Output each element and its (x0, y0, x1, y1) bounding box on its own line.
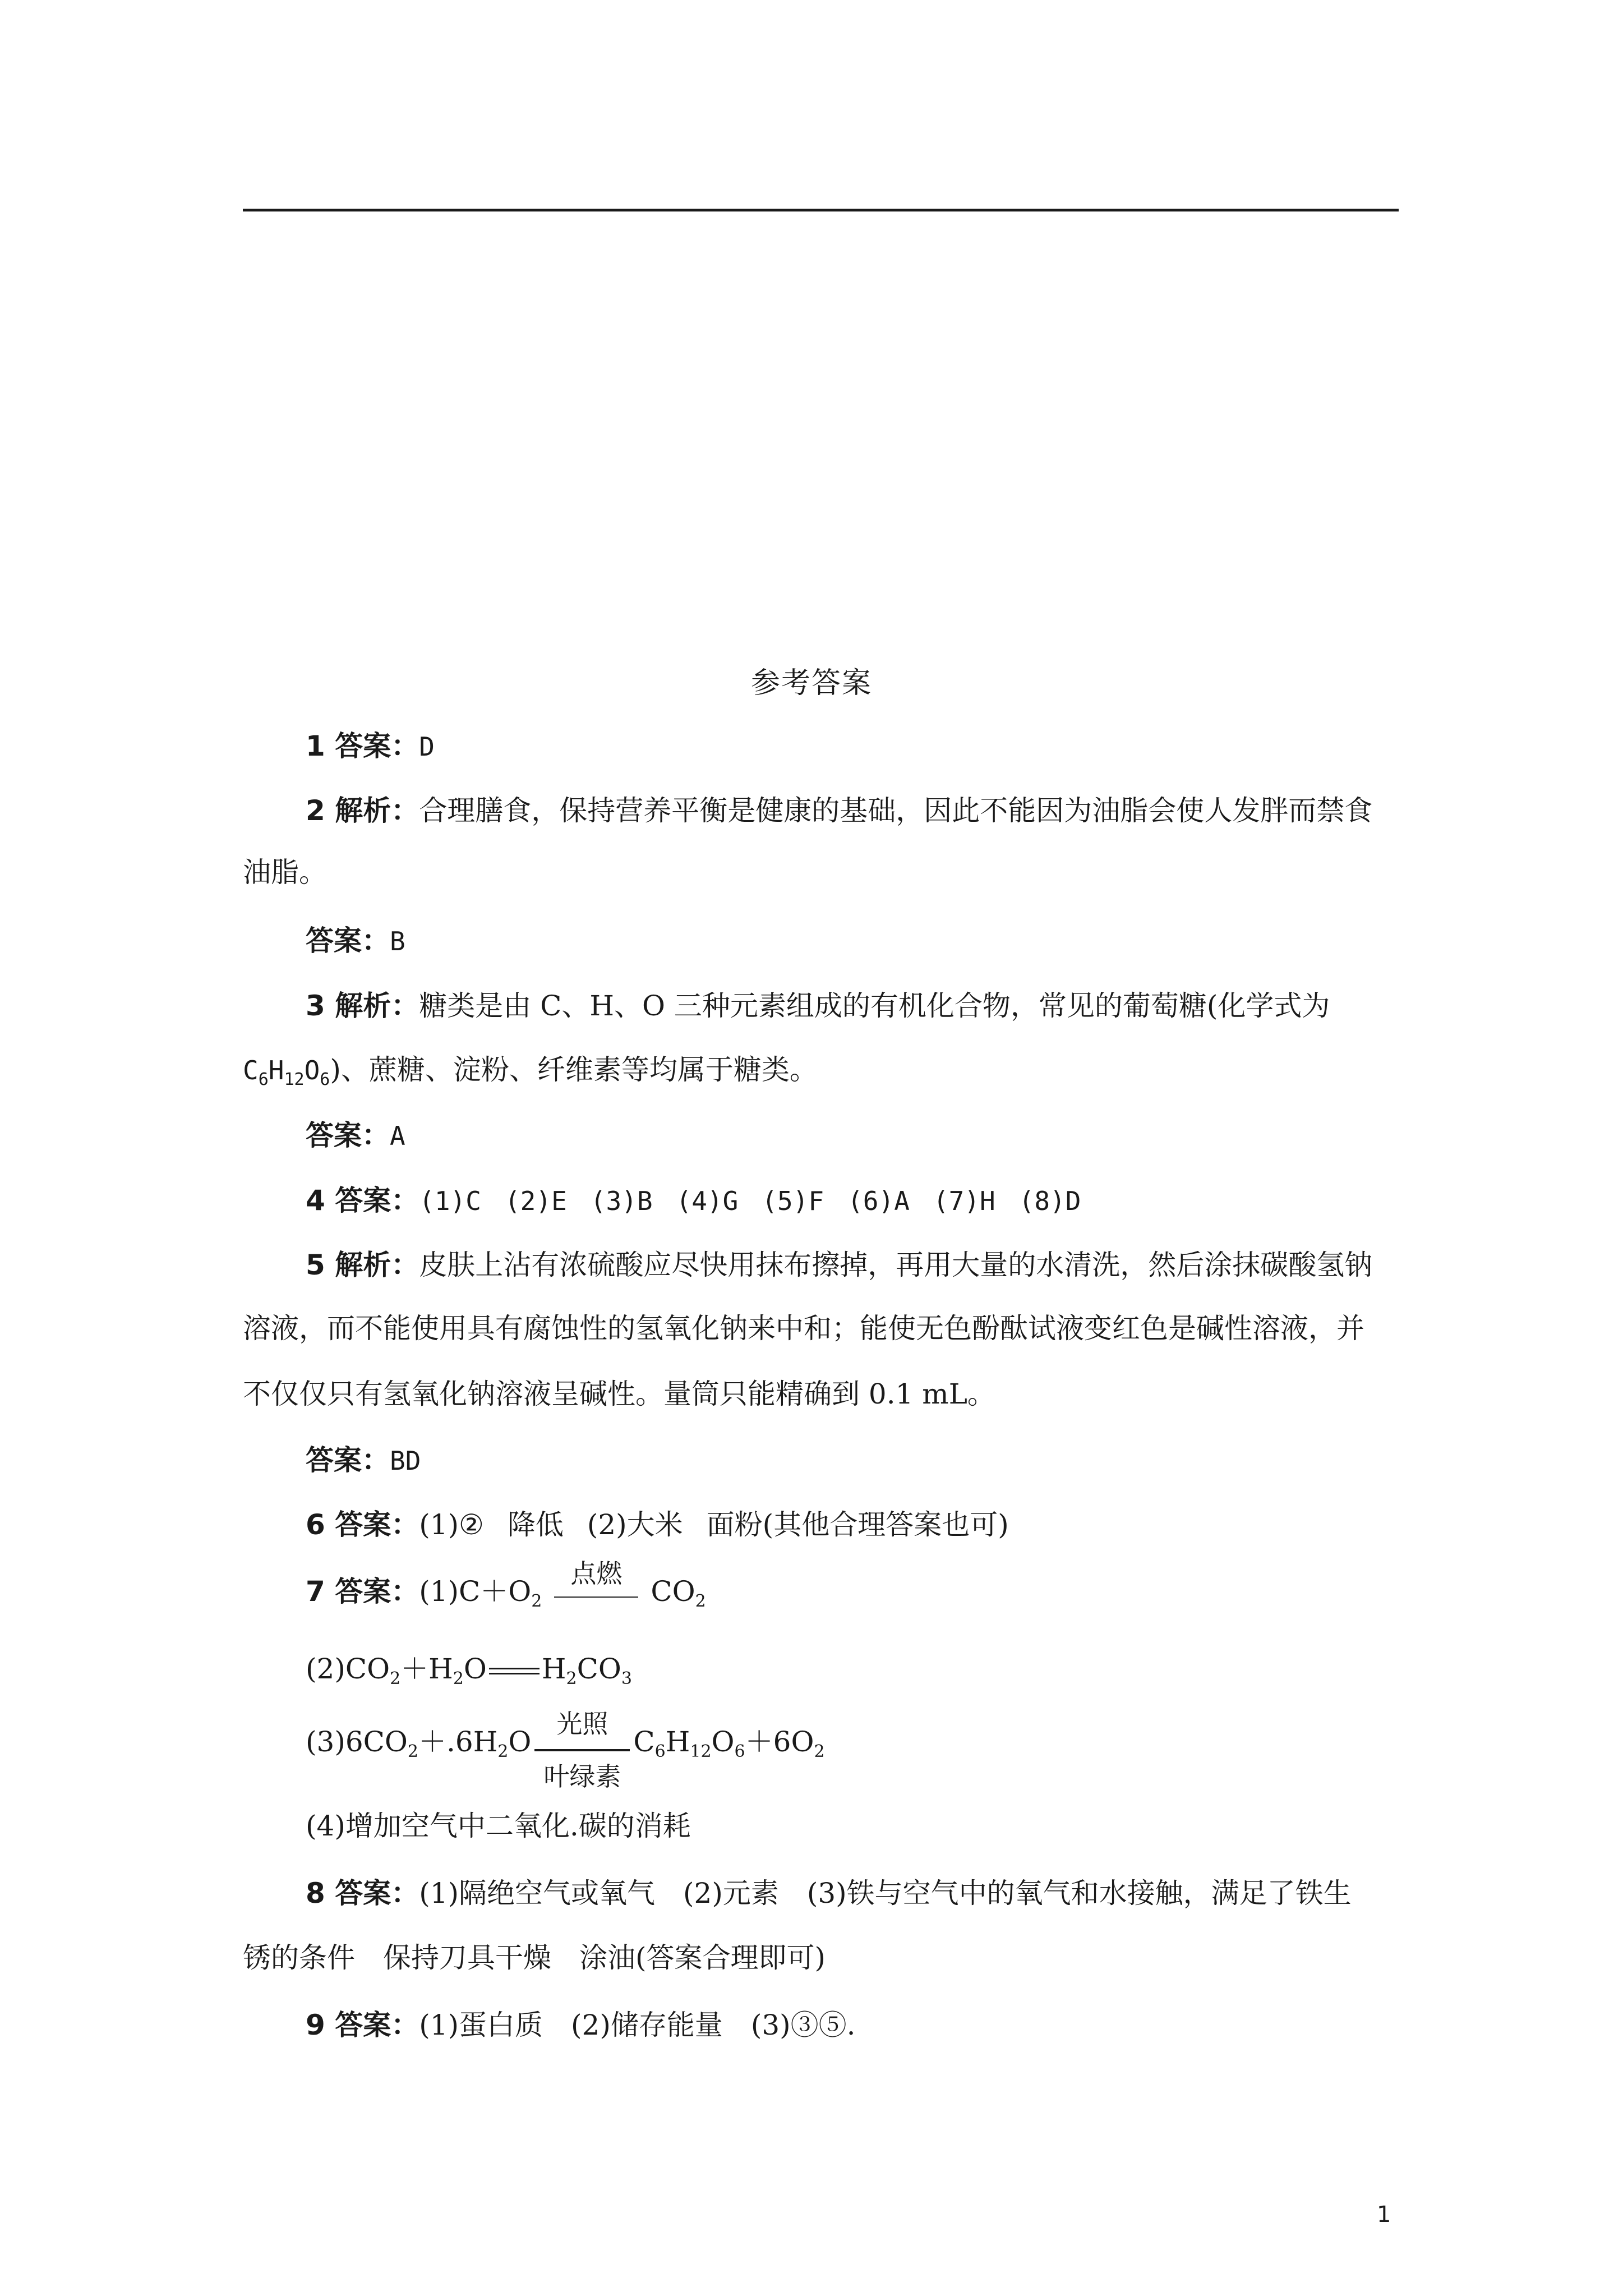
answer-4-part: (1)C (419, 1186, 481, 1216)
answer-8-line-2: 锈的条件 保持刀具干燥 涂油(答案合理即可) (243, 1941, 826, 1974)
equation-1-reactants: $(1)C+O_2$ (419, 1575, 542, 1611)
page-number: 1 (1377, 2202, 1391, 2228)
page-title: 参考答案 (750, 666, 872, 700)
analysis-2-label: 2 解析： (306, 794, 419, 827)
answer-7-line-1 (306, 1558, 706, 1611)
answer-6-part-2b: 面粉(其他合理答案也可) (706, 1508, 1009, 1541)
answer-4 (306, 1184, 1081, 1217)
answer-7-line-2: $(2)CO_2+H_2O$ $H_2CO_3$ (306, 1653, 632, 1688)
answer-8-line-1 (306, 1877, 1352, 1910)
answer-6-part-1: (1)② (419, 1508, 484, 1541)
answer-2-label: 答案： (306, 924, 390, 957)
analysis-3-line-1 (306, 992, 1330, 1020)
answer-6-label: 6 答案： (306, 1508, 419, 1541)
answer-7-line-4: (4)增加空气中二氧化.碳的消耗 (306, 1810, 691, 1842)
answer-4-part: (5)F (762, 1186, 824, 1216)
answer-4-part: (3)B (590, 1186, 653, 1216)
answer-5-label: 答案： (306, 1444, 390, 1476)
equation-1-condition: 点燃 (554, 1594, 638, 1601)
analysis-5-line-2: 溶液，而不能使用具有腐蚀性的氢氧化钠来中和；能使无色酚酞试液变红色是碱性溶液，并 (243, 1312, 1364, 1345)
analysis-2-text-1: 合理膳食，保持营养平衡是健康的基础，因此不能因为油脂会使人发胖而禁食 (419, 794, 1373, 827)
answer-7-line-3: $(3)6CO_2+.6H_2O$ 光照 叶绿素 $C_6H_{12}O_6+6O_2$ (306, 1709, 825, 1792)
analysis-5-text-1: 皮肤上沾有浓硫酸应尽快用抹布擦掉，再用大量的水清洗，然后涂抹碳酸氢钠 (419, 1249, 1373, 1281)
answer-1-value: D (419, 731, 435, 762)
answer-4-part: (6)A (847, 1186, 910, 1216)
answer-9-text: (1)蛋白质 (2)储存能量 (3)③⑤. (419, 2009, 856, 2041)
answer-3 (306, 1119, 405, 1152)
answer-6 (306, 1508, 1009, 1541)
answer-4-part: (8)D (1018, 1186, 1081, 1216)
analysis-3-line-2 (243, 1053, 818, 1089)
equals-sign (489, 1668, 540, 1674)
answer-9-label: 9 答案： (306, 2009, 419, 2041)
equation-3-condition: 光照 叶绿素 (534, 1747, 630, 1751)
analysis-2-line-1 (306, 794, 1373, 827)
answer-3-value: A (390, 1121, 405, 1151)
glucose-formula: $C_6H_{12}O_6$ (243, 1055, 330, 1089)
answer-4-label: 4 答案： (306, 1184, 419, 1217)
answer-4-part: (7)H (933, 1186, 995, 1216)
answer-5 (306, 1446, 421, 1474)
equation-1-products: $CO_2$ (651, 1575, 706, 1611)
analysis-5-label: 5 解析： (306, 1249, 419, 1281)
answer-2-value: B (390, 926, 405, 956)
analysis-5-line-1 (306, 1251, 1372, 1279)
analysis-5-line-3: 不仅仅只有氢氧化钠溶液呈碱性。量筒只能精确到 0.1 mL。 (243, 1378, 995, 1410)
answer-4-part: (2)E (504, 1186, 567, 1216)
answer-6-part-2: (2)大米 (587, 1508, 683, 1541)
header-rule (243, 209, 1399, 211)
answer-2 (306, 924, 405, 957)
analysis-3-label: 3 解析： (306, 990, 419, 1022)
answer-1-label: 1 答案： (306, 730, 419, 762)
analysis-2-line-2: 油脂。 (243, 856, 327, 889)
answer-4-part: (4)G (676, 1186, 739, 1216)
answer-3-label: 答案： (306, 1119, 390, 1152)
answer-5-value: BD (390, 1446, 421, 1476)
answer-8-text-1: (1)隔绝空气或氧气 (2)元素 (3)铁与空气中的氧气和水接触，满足了铁生 (419, 1877, 1352, 1910)
answer-7-label: 7 答案： (306, 1575, 419, 1608)
answer-8-label: 8 答案： (306, 1877, 419, 1910)
analysis-3-text-1: 糖类是由 C、H、O 三种元素组成的有机化合物，常见的葡萄糖(化学式为 (419, 990, 1330, 1022)
answer-1 (306, 732, 435, 760)
analysis-3-text-2: )、蔗糖、淀粉、纤维素等均属于糖类。 (330, 1053, 818, 1086)
answer-9 (306, 2011, 856, 2039)
answer-6-part-1b: 降低 (507, 1508, 564, 1541)
